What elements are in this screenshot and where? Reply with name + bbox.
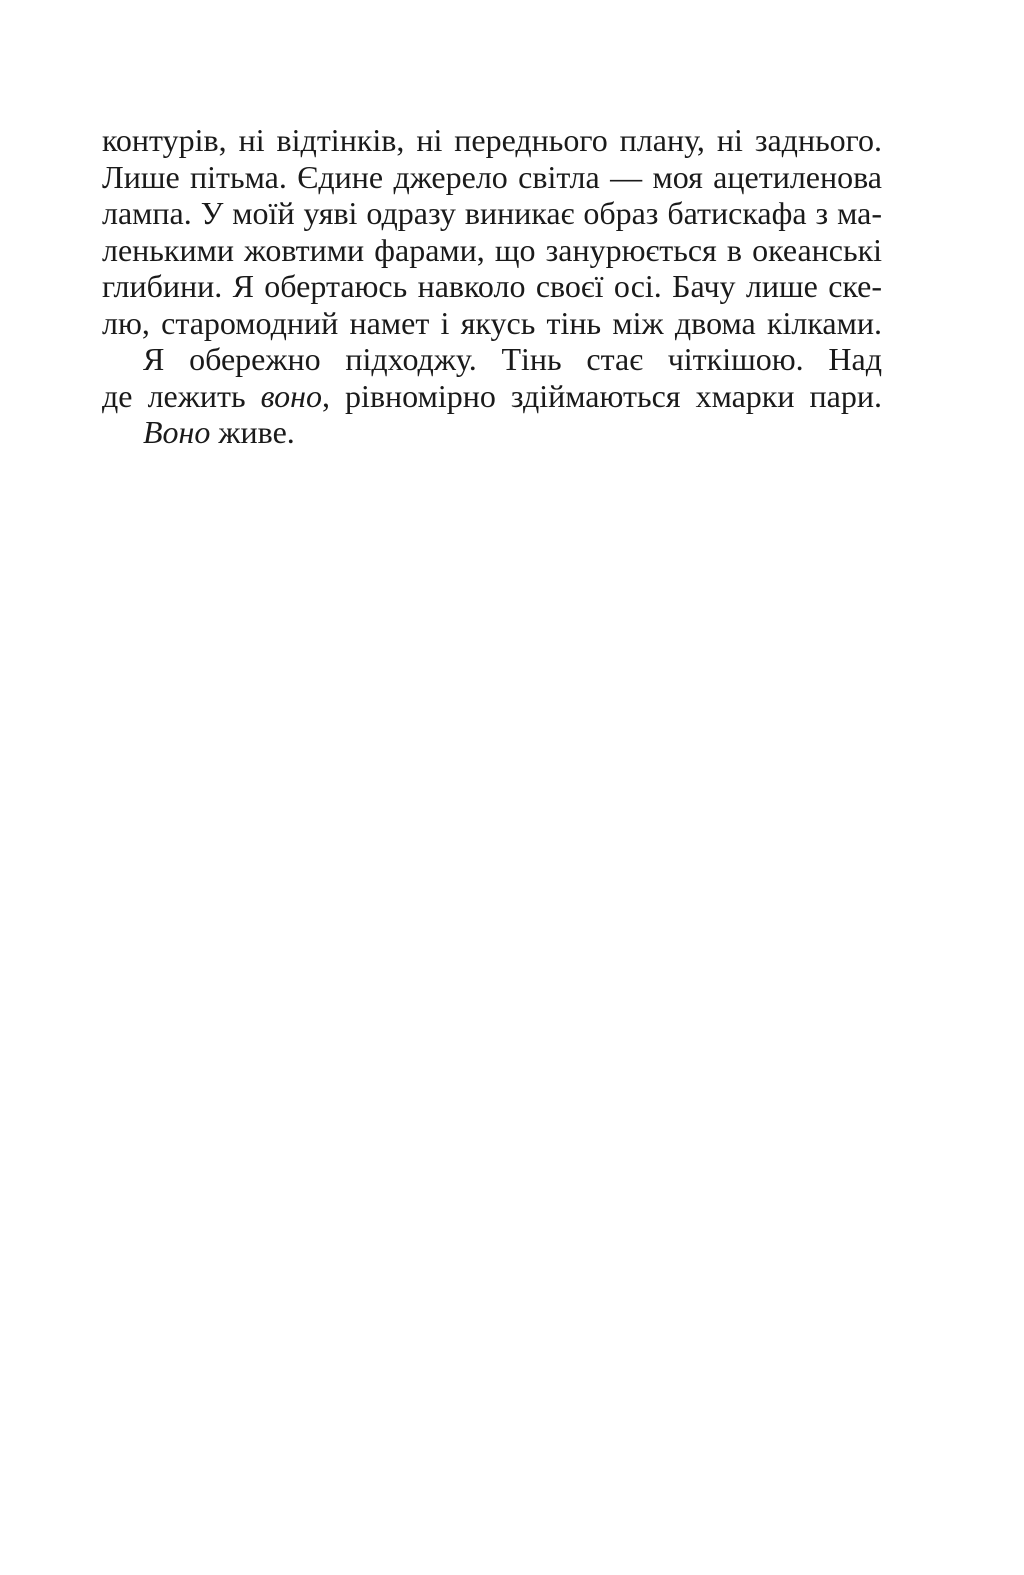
text-run: живе. [210, 414, 295, 450]
text-line: лампа. У моїй уяві одразу виникає образ батискафа з ма- [102, 195, 882, 231]
emphasis-text: Воно [143, 414, 211, 450]
page-body [102, 122, 882, 451]
text-line: глибини. Я обертаюсь навколо своєї осі. Бачу лише ске- [102, 268, 882, 304]
emphasis-text: воно [260, 377, 322, 414]
text-line: контурів, ні відтінків, ні переднього плану, ні заднього. [102, 122, 882, 158]
text-line: лю, старомодний намет і якусь тінь між двома кілками. [102, 304, 882, 341]
text-line [102, 378, 882, 415]
text-run: , рівномірно здіймаються хмарки пари. [321, 377, 882, 414]
text-line: Лише пітьма. Єдине джерело світла — моя ацетиленова [102, 158, 882, 195]
paragraph-1 [102, 122, 882, 341]
text-line: Я обережно підходжу. Тінь стає чіткішою. Над [143, 341, 882, 377]
paragraph-2 [102, 341, 882, 451]
text-line: ленькими жовтими фарами, що занурюється в океанські [102, 231, 882, 268]
text-run: де лежить [102, 377, 261, 414]
text-line [102, 414, 882, 451]
